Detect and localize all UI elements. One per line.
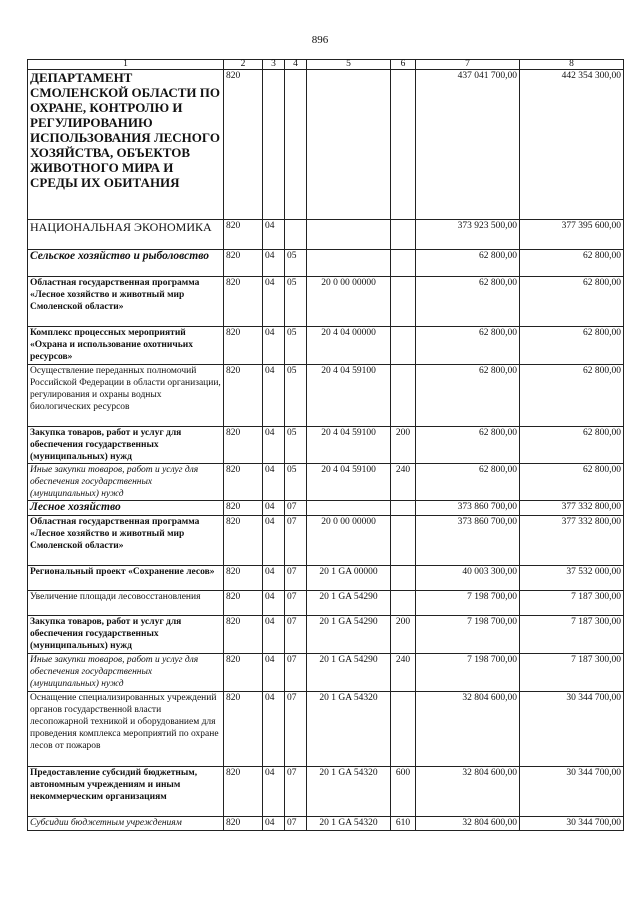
row-expense-type-cell — [391, 501, 416, 516]
row-code-cell: 820 — [224, 817, 263, 831]
row-amount-2024-cell: 62 800,00 — [416, 427, 520, 464]
row-name-cell: Закупка товаров, работ и услуг для обеспечения государственных (муниципальных) нужд — [28, 616, 224, 654]
row-section-cell: 04 — [263, 365, 285, 427]
budget-table — [27, 59, 624, 831]
row-section-cell: 04 — [263, 464, 285, 501]
table-row — [28, 327, 624, 365]
row-section-cell: 04 — [263, 327, 285, 365]
row-expense-type-cell: 200 — [391, 427, 416, 464]
row-name-cell: Осуществление переданных полномочий Российской Федерации в области организации, регулирования и охраны водных биологических ресурсов — [28, 365, 224, 427]
table-row — [28, 464, 624, 501]
row-code-cell: 820 — [224, 767, 263, 817]
row-target-cell: 20 1 GA 54290 — [307, 616, 391, 654]
row-amount-2024-cell: 437 041 700,00 — [416, 70, 520, 220]
row-name-cell: НАЦИОНАЛЬНАЯ ЭКОНОМИКА — [28, 220, 224, 250]
row-subsection-cell: 05 — [285, 277, 307, 327]
table-row — [28, 591, 624, 616]
row-target-cell: 20 4 04 59100 — [307, 365, 391, 427]
row-amount-2025-cell: 377 332 800,00 — [520, 516, 624, 566]
row-amount-2025-cell: 377 395 600,00 — [520, 220, 624, 250]
table-row — [28, 566, 624, 591]
row-code-cell: 820 — [224, 616, 263, 654]
row-target-cell: 20 1 GA 54320 — [307, 692, 391, 767]
row-code-cell: 820 — [224, 566, 263, 591]
row-name-cell: Региональный проект «Сохранение лесов» — [28, 566, 224, 591]
row-expense-type-cell: 200 — [391, 616, 416, 654]
row-target-cell: 20 4 04 59100 — [307, 464, 391, 501]
row-amount-2025-cell: 62 800,00 — [520, 277, 624, 327]
row-section-cell: 04 — [263, 427, 285, 464]
row-expense-type-cell — [391, 591, 416, 616]
row-subsection-cell: 07 — [285, 817, 307, 831]
header-cell-6: 6 — [391, 60, 416, 70]
row-target-cell: 20 0 00 00000 — [307, 277, 391, 327]
row-expense-type-cell: 600 — [391, 767, 416, 817]
row-section-cell: 04 — [263, 767, 285, 817]
row-name-cell: Оснащение специализированных учреждений органов государственной власти лесопожарной техникой и оборудованием для проведения комплекса мероприятий по охране лесов от пожаров — [28, 692, 224, 767]
row-subsection-cell: 07 — [285, 566, 307, 591]
row-section-cell: 04 — [263, 654, 285, 692]
table-row — [28, 654, 624, 692]
row-target-cell: 20 1 GA 54320 — [307, 817, 391, 831]
row-section-cell: 04 — [263, 591, 285, 616]
row-code-cell: 820 — [224, 692, 263, 767]
row-amount-2024-cell: 7 198 700,00 — [416, 654, 520, 692]
row-expense-type-cell: 240 — [391, 464, 416, 501]
row-amount-2025-cell: 30 344 700,00 — [520, 817, 624, 831]
row-code-cell: 820 — [224, 220, 263, 250]
row-subsection-cell: 07 — [285, 692, 307, 767]
row-amount-2024-cell: 62 800,00 — [416, 365, 520, 427]
row-amount-2024-cell: 62 800,00 — [416, 250, 520, 277]
header-cell-2: 2 — [224, 60, 263, 70]
row-target-cell: 20 1 GA 00000 — [307, 566, 391, 591]
row-subsection-cell: 05 — [285, 427, 307, 464]
row-subsection-cell: 07 — [285, 591, 307, 616]
row-section-cell: 04 — [263, 220, 285, 250]
header-cell-3: 3 — [263, 60, 285, 70]
row-expense-type-cell — [391, 277, 416, 327]
row-subsection-cell: 05 — [285, 464, 307, 501]
row-expense-type-cell — [391, 516, 416, 566]
row-section-cell: 04 — [263, 516, 285, 566]
row-name-cell: Иные закупки товаров, работ и услуг для обеспечения государственных (муниципальных) нужд — [28, 654, 224, 692]
row-code-cell: 820 — [224, 250, 263, 277]
table-row — [28, 692, 624, 767]
row-section-cell: 04 — [263, 566, 285, 591]
row-amount-2024-cell: 373 860 700,00 — [416, 516, 520, 566]
row-target-cell: 20 1 GA 54290 — [307, 591, 391, 616]
row-code-cell: 820 — [224, 277, 263, 327]
table-row — [28, 250, 624, 277]
header-cell-4: 4 — [285, 60, 307, 70]
row-amount-2025-cell: 377 332 800,00 — [520, 501, 624, 516]
table-row — [28, 616, 624, 654]
row-amount-2024-cell: 32 804 600,00 — [416, 692, 520, 767]
row-target-cell — [307, 70, 391, 220]
row-code-cell: 820 — [224, 464, 263, 501]
row-amount-2025-cell: 30 344 700,00 — [520, 692, 624, 767]
row-name-cell: Закупка товаров, работ и услуг для обеспечения государственных (муниципальных) нужд — [28, 427, 224, 464]
row-name-cell: ДЕПАРТАМЕНТ СМОЛЕНСКОЙ ОБЛАСТИ ПО ОХРАНЕ, КОНТРОЛЮ И РЕГУЛИРОВАНИЮ ИСПОЛЬЗОВАНИЯ ЛЕСНОГО ХОЗЯЙСТВА, ОБЪЕКТОВ ЖИВОТНОГО МИРА И СРЕДЫ ИХ ОБИТАНИЯ — [28, 70, 224, 220]
row-amount-2025-cell: 7 187 300,00 — [520, 616, 624, 654]
row-expense-type-cell — [391, 327, 416, 365]
table-row — [28, 501, 624, 516]
row-code-cell: 820 — [224, 70, 263, 220]
row-code-cell: 820 — [224, 591, 263, 616]
table-row — [28, 365, 624, 427]
row-amount-2025-cell: 62 800,00 — [520, 365, 624, 427]
row-subsection-cell: 05 — [285, 250, 307, 277]
row-code-cell: 820 — [224, 501, 263, 516]
row-name-cell: Комплекс процессных мероприятий «Охрана и использование охотничьих ресурсов» — [28, 327, 224, 365]
row-target-cell: 20 1 GA 54290 — [307, 654, 391, 692]
row-amount-2024-cell: 7 198 700,00 — [416, 591, 520, 616]
row-subsection-cell: 05 — [285, 365, 307, 427]
page-number: 896 — [311, 34, 329, 46]
table-row — [28, 427, 624, 464]
header-cell-7: 7 — [416, 60, 520, 70]
row-code-cell: 820 — [224, 365, 263, 427]
row-section-cell: 04 — [263, 250, 285, 277]
row-amount-2025-cell: 62 800,00 — [520, 427, 624, 464]
row-name-cell: Областная государственная программа «Лесное хозяйство и животный мир Смоленской области» — [28, 516, 224, 566]
row-target-cell — [307, 220, 391, 250]
row-amount-2024-cell: 373 923 500,00 — [416, 220, 520, 250]
row-section-cell: 04 — [263, 277, 285, 327]
row-amount-2025-cell: 62 800,00 — [520, 327, 624, 365]
header-row — [28, 60, 624, 70]
row-amount-2024-cell: 373 860 700,00 — [416, 501, 520, 516]
row-amount-2024-cell: 62 800,00 — [416, 327, 520, 365]
row-target-cell: 20 4 04 59100 — [307, 427, 391, 464]
table-body — [28, 70, 624, 831]
table-row — [28, 220, 624, 250]
row-subsection-cell: 07 — [285, 616, 307, 654]
row-code-cell: 820 — [224, 427, 263, 464]
row-name-cell: Лесное хозяйство — [28, 501, 224, 516]
row-target-cell: 20 0 00 00000 — [307, 516, 391, 566]
row-amount-2025-cell: 62 800,00 — [520, 464, 624, 501]
row-section-cell: 04 — [263, 616, 285, 654]
row-name-cell: Увеличение площади лесовосстановления — [28, 591, 224, 616]
row-target-cell: 20 4 04 00000 — [307, 327, 391, 365]
row-amount-2024-cell: 32 804 600,00 — [416, 767, 520, 817]
row-subsection-cell: 05 — [285, 327, 307, 365]
row-amount-2024-cell: 40 003 300,00 — [416, 566, 520, 591]
row-name-cell: Иные закупки товаров, работ и услуг для обеспечения государственных (муниципальных) нужд — [28, 464, 224, 501]
row-amount-2025-cell: 7 187 300,00 — [520, 591, 624, 616]
row-subsection-cell: 07 — [285, 516, 307, 566]
row-expense-type-cell: 610 — [391, 817, 416, 831]
row-target-cell — [307, 501, 391, 516]
row-amount-2025-cell: 442 354 300,00 — [520, 70, 624, 220]
row-subsection-cell: 07 — [285, 501, 307, 516]
row-name-cell: Сельское хозяйство и рыболовство — [28, 250, 224, 277]
row-name-cell: Субсидии бюджетным учреждениям — [28, 817, 224, 831]
row-amount-2024-cell: 32 804 600,00 — [416, 817, 520, 831]
row-expense-type-cell — [391, 566, 416, 591]
row-section-cell: 04 — [263, 501, 285, 516]
row-expense-type-cell — [391, 250, 416, 277]
row-target-cell — [307, 250, 391, 277]
row-expense-type-cell — [391, 70, 416, 220]
row-code-cell: 820 — [224, 516, 263, 566]
row-subsection-cell — [285, 220, 307, 250]
header-cell-8: 8 — [520, 60, 624, 70]
row-subsection-cell — [285, 70, 307, 220]
row-code-cell: 820 — [224, 327, 263, 365]
table-row — [28, 767, 624, 817]
row-amount-2024-cell: 62 800,00 — [416, 464, 520, 501]
table-row — [28, 277, 624, 327]
row-section-cell: 04 — [263, 692, 285, 767]
header-cell-1: 1 — [28, 60, 224, 70]
header-cell-5: 5 — [307, 60, 391, 70]
row-section-cell: 04 — [263, 817, 285, 831]
row-expense-type-cell — [391, 220, 416, 250]
row-expense-type-cell — [391, 365, 416, 427]
row-subsection-cell: 07 — [285, 654, 307, 692]
row-code-cell: 820 — [224, 654, 263, 692]
row-expense-type-cell — [391, 692, 416, 767]
row-name-cell: Предоставление субсидий бюджетным, автономным учреждениям и иным некоммерческим организациям — [28, 767, 224, 817]
row-section-cell — [263, 70, 285, 220]
table-row — [28, 70, 624, 220]
row-amount-2024-cell: 7 198 700,00 — [416, 616, 520, 654]
row-amount-2025-cell: 37 532 000,00 — [520, 566, 624, 591]
row-amount-2025-cell: 7 187 300,00 — [520, 654, 624, 692]
row-amount-2024-cell: 62 800,00 — [416, 277, 520, 327]
row-amount-2025-cell: 62 800,00 — [520, 250, 624, 277]
table-row — [28, 516, 624, 566]
table-row — [28, 817, 624, 831]
row-subsection-cell: 07 — [285, 767, 307, 817]
row-expense-type-cell: 240 — [391, 654, 416, 692]
row-name-cell: Областная государственная программа «Лесное хозяйство и животный мир Смоленской области» — [28, 277, 224, 327]
row-target-cell: 20 1 GA 54320 — [307, 767, 391, 817]
row-amount-2025-cell: 30 344 700,00 — [520, 767, 624, 817]
